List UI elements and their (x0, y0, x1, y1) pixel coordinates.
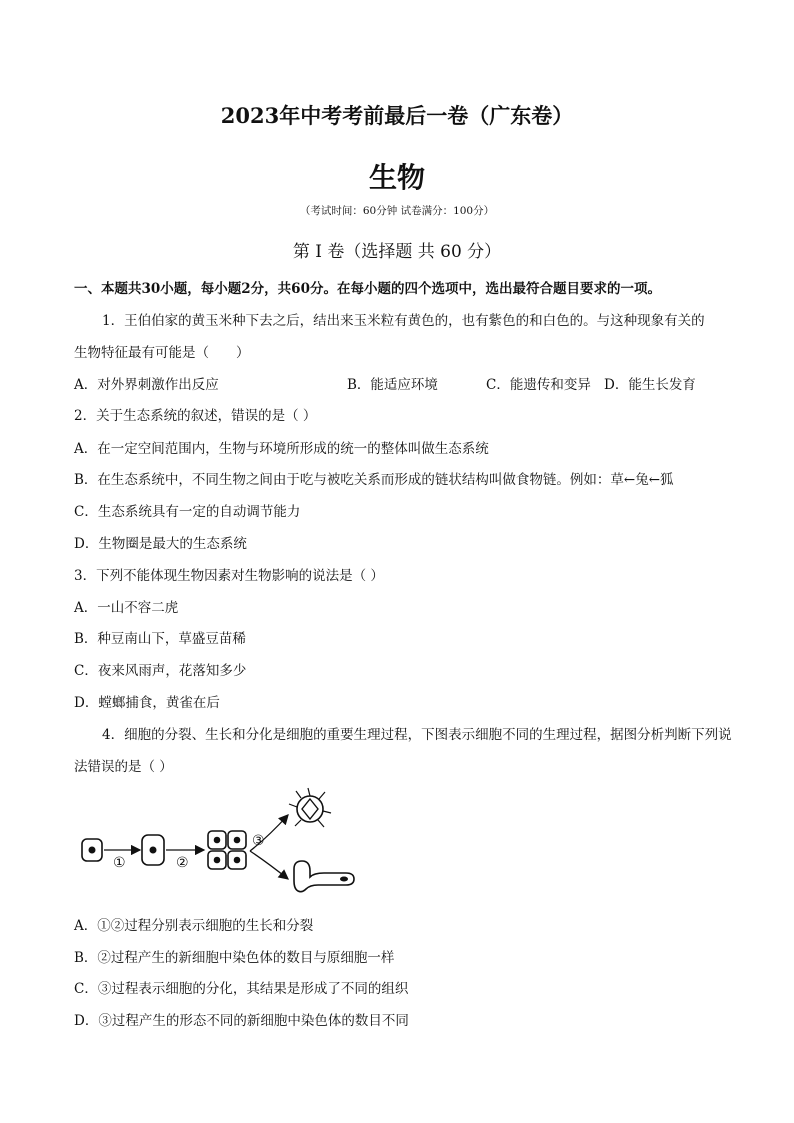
cell-process-diagram (78, 785, 368, 905)
question-3-option-a: A．一山不容二虎 (74, 600, 179, 616)
question-1-stem-line1: 1．王伯伯家的黄玉米种下去之后，结出来玉米粒有黄色的，也有紫色的和白色的。与这种现象有关的 (102, 313, 705, 329)
question-2-option-c: C．生态系统具有一定的自动调节能力 (74, 504, 301, 520)
original-cell (82, 839, 102, 861)
question-3-option-b: B．种豆南山下，草盛豆苗稀 (74, 631, 246, 647)
section-instructions: 一、本题共30小题，每小题2分，共60分。在每小题的四个选项中，选出最符合题目要求的一项。 (74, 281, 661, 297)
question-1-option-b: B．能适应环境 (347, 377, 438, 393)
differentiated-cell-elongated (294, 861, 354, 892)
question-4-option-d: D．③过程产生的形态不同的新细胞中染色体的数目不同 (74, 1013, 409, 1029)
question-2-option-b: B．在生态系统中，不同生物之间由于吃与被吃关系而形成的链状结构叫做食物链。例如：草←兔←狐 (74, 472, 674, 488)
question-4-stem-line1: 4．细胞的分裂、生长和分化是细胞的重要生理过程，下图表示细胞不同的生理过程，据图分析判断下列说 (102, 727, 732, 743)
label-process-3: ③ (252, 833, 265, 849)
question-1-option-d: D．能生长发育 (604, 377, 696, 393)
exam-title: 2023年中考考前最后一卷（广东卷） (220, 103, 574, 128)
question-4-stem-line2: 法错误的是（ ） (74, 759, 173, 775)
differentiated-cell-star (289, 788, 331, 827)
question-1-stem-line2: 生物特征最有可能是（ ） (74, 345, 250, 361)
exam-meta: （考试时间：60分钟 试卷满分：100分） (299, 205, 495, 217)
question-2-stem: 2．关于生态系统的叙述，错误的是（ ） (74, 408, 317, 424)
question-4-option-b: B．②过程产生的新细胞中染色体的数目与原细胞一样 (74, 950, 395, 966)
part-heading: 第 I 卷（选择题 共 60 分） (292, 242, 502, 262)
exam-subject: 生物 (368, 161, 425, 194)
question-3-option-c: C．夜来风雨声，花落知多少 (74, 663, 247, 679)
question-4-option-c: C．③过程表示细胞的分化，其结果是形成了不同的组织 (74, 981, 409, 997)
grown-cell (142, 835, 164, 865)
divided-cells (208, 831, 246, 869)
arrow-process-3-down (250, 851, 288, 879)
label-process-1: ① (113, 855, 126, 871)
question-1-option-a: A．对外界刺激作出反应 (74, 377, 219, 393)
question-1-option-c: C．能遗传和变异 (486, 377, 591, 393)
question-2-option-d: D．生物圈是最大的生态系统 (74, 536, 247, 552)
question-3-option-d: D．螳螂捕食，黄雀在后 (74, 695, 220, 711)
question-3-stem: 3．下列不能体现生物因素对生物影响的说法是（ ） (74, 568, 384, 584)
question-4-option-a: A．①②过程分别表示细胞的生长和分裂 (74, 918, 314, 934)
question-2-option-a: A．在一定空间范围内，生物与环境所形成的统一的整体叫做生态系统 (74, 441, 489, 457)
label-process-2: ② (176, 855, 189, 871)
